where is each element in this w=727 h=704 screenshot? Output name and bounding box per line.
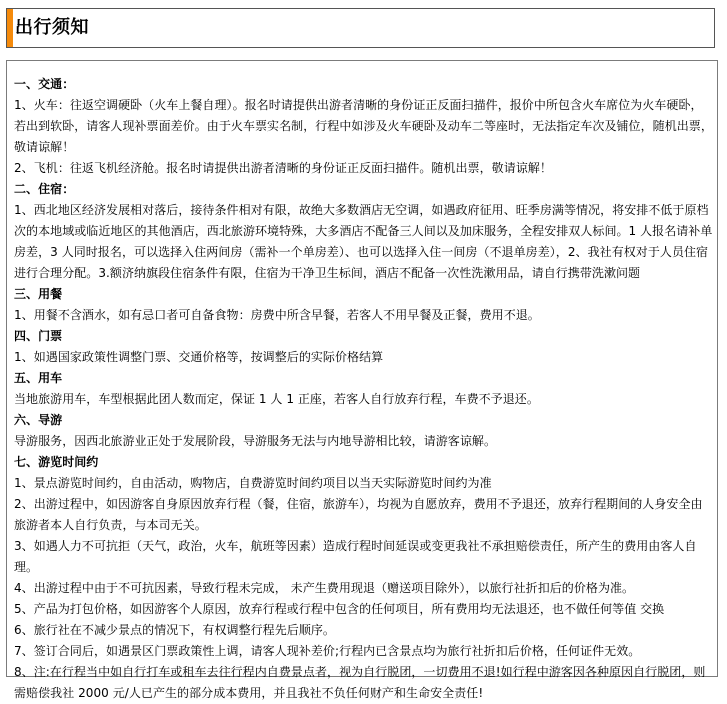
section-heading-sightseeing-time: 七、游览时间约 — [14, 455, 99, 469]
notice-content — [6, 60, 718, 700]
sightseeing-item-4: 4、出游过程中由于不可抗因素，导致行程未完成， 未产生费用现退（赠送项目除外），以旅行社折扣后的价格为准。 — [14, 581, 635, 595]
section-heading-vehicle: 五、用车 — [14, 371, 63, 385]
section-heading-tickets: 四、门票 — [14, 329, 63, 343]
section-heading-accommodation: 二、住宿： — [14, 182, 75, 196]
sightseeing-item-6: 6、旅行社在不减少景点的情况下，有权调整行程先后顺序。 — [14, 623, 335, 637]
sightseeing-item-2: 2、出游过程中，如因游客自身原因放弃行程（餐，住宿，旅游车），均视为自愿放弃，费用不予退还，放弃行程期间的人身安全由旅游者本人自行负责，与本司无关。 — [14, 497, 703, 532]
section-heading-transport: 一、交通： — [14, 77, 75, 91]
page-header — [6, 8, 715, 48]
section-heading-meals: 三、用餐 — [14, 287, 63, 301]
guide-paragraph: 导游服务，因西北旅游业正处于发展阶段，导游服务无法与内地导游相比较，请游客谅解。 — [14, 434, 497, 448]
page-title: 出行须知 — [15, 17, 89, 38]
meals-paragraph: 1、用餐不含酒水，如有忌口者可自备食物：房费中所含早餐，若客人不用早餐及正餐，费用不退。 — [14, 308, 540, 322]
header-accent-bar — [7, 9, 13, 47]
accommodation-paragraph: 1、西北地区经济发展相对落后，接待条件相对有限，故绝大多数酒店无空调，如遇政府征用、旺季房满等情况，将安排不低于原档次的本地域或临近地区的其他酒店，西北旅游环境特殊，大多酒店不配备三人间以及加床服务，全程安排双人标间。1 人报名请补单房差，3 人同时报名，可以选择入住两间房（需补一个单房差）、也可以选择入住一间房（不退单房差），2、我社有权对于人员住宿进行合理分配。3.额济纳旗段住宿条件有限，住宿为干净卫生标间，酒店不配备一次性洗漱用品，请自行携带洗漱问题 — [14, 203, 713, 280]
sightseeing-item-8: 8、注:在行程当中如自行打车或租车去往行程内自费景点者，视为自行脱团，一切费用不退!如行程中游客因各种原因自行脱团，则需赔偿我社 2000 元/人已产生的部分成本费用，并且我社不负任何财产和生命安全责任! — [14, 665, 706, 700]
transport-flight-paragraph: 2、飞机：往返飞机经济舱。报名时请提供出游者清晰的身份证正反面扫描件。随机出票，敬请谅解！ — [14, 161, 552, 175]
tickets-paragraph: 1、如遇国家政策性调整门票、交通价格等，按调整后的实际价格结算 — [14, 350, 384, 364]
sightseeing-item-3: 3、如遇人力不可抗拒（天气，政治，火车，航班等因素）造成行程时间延误或变更我社不承担赔偿责任，所产生的费用由客人自理。 — [14, 539, 697, 574]
transport-train-paragraph: 1、火车：往返空调硬卧（火车上餐自理）。报名时请提供出游者清晰的身份证正反面扫描件，报价中所包含火车席位为火车硬卧，若出到软卧，请客人现补票面差价。由于火车票实名制，行程中如涉及火车硬卧及动车二等座时，无法指定车次及铺位，随机出票，敬请谅解！ — [14, 98, 713, 154]
vehicle-paragraph: 当地旅游用车，车型根据此团人数而定，保证 1 人 1 正座，若客人自行放弃行程，车费不予退还。 — [14, 392, 539, 406]
section-heading-guide: 六、导游 — [14, 413, 63, 427]
sightseeing-item-5: 5、产品为打包价格，如因游客个人原因，放弃行程或行程中包含的任何项目，所有费用均无法退还，也不做任何等值 交换 — [14, 602, 665, 616]
sightseeing-item-1: 1、景点游览时间约，自由活动，购物店，自费游览时间约项目以当天实际游览时间约为准 — [14, 476, 492, 490]
sightseeing-item-7: 7、签订合同后，如遇景区门票政策性上调，请客人现补差价;行程内已含景点均为旅行社折扣后价格，任何证件无效。 — [14, 644, 641, 658]
